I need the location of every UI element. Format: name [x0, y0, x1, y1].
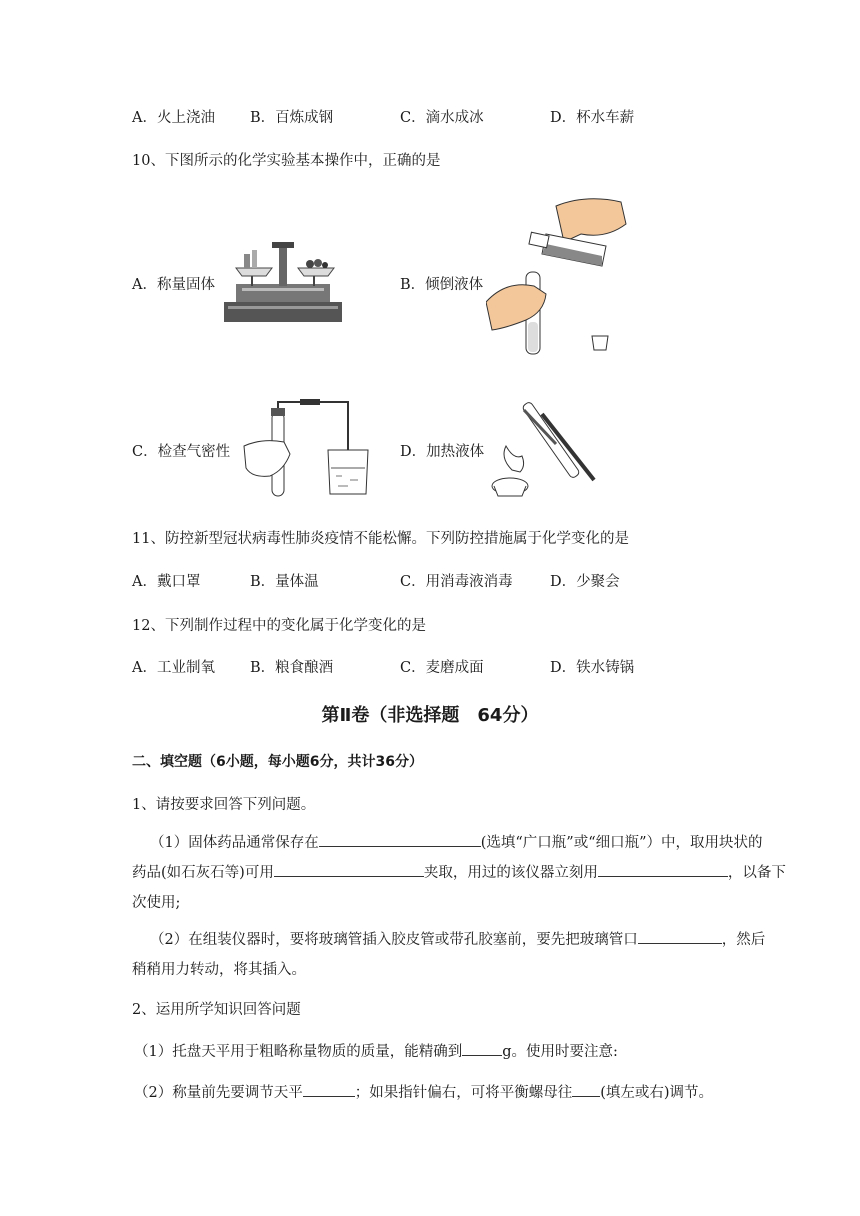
- pouring-liquid-figure: [486, 194, 634, 360]
- q11-stem: 11、防控新型冠状病毒性肺炎疫情不能松懈。下列防控措施属于化学变化的是: [132, 531, 629, 547]
- heating-liquid-figure: [484, 400, 604, 500]
- q12-option-d: D．铁水铸锅: [550, 660, 635, 676]
- q11-option-b: B．量体温: [250, 574, 319, 590]
- fill2-part2: （2）称量前先要调节天平 ；如果指针偏右，可将平衡螺母往 (填左或右)调节。: [132, 1078, 802, 1108]
- q12-option-a: A．工业制氧: [132, 660, 215, 676]
- blank-2[interactable]: [274, 860, 424, 877]
- q11-option-c: C．用消毒液消毒: [400, 574, 513, 590]
- q10-option-d: D．加热液体: [400, 444, 485, 460]
- blank-6[interactable]: [303, 1080, 355, 1097]
- q12-option-b: B．粮食酿酒: [250, 660, 334, 676]
- balance-figure: [222, 236, 344, 326]
- blank-3[interactable]: [598, 860, 728, 877]
- q11-option-d: D．少聚会: [550, 574, 620, 590]
- q9-option-d: D．杯水车薪: [550, 110, 635, 126]
- blank-1[interactable]: [319, 830, 481, 847]
- section-heading: 二、填空题（6小题，每小题6分，共计36分）: [132, 754, 423, 770]
- q9-option-c: C．滴水成冰: [400, 110, 484, 126]
- q10-option-b: B．倾倒液体: [400, 277, 484, 293]
- fill2-stem: 2、运用所学知识回答问题: [132, 1002, 301, 1018]
- part2-title: 第Ⅱ卷（非选择题 64分）: [321, 705, 539, 726]
- blank-7[interactable]: [572, 1080, 600, 1097]
- q10-option-a: A．称量固体: [132, 277, 215, 293]
- blank-5[interactable]: [462, 1039, 502, 1056]
- q10-option-c: C．检查气密性: [132, 444, 231, 460]
- fill1-part1: （1）固体药品通常保存在 (选填“广口瓶”或“细口瓶”）中，取用块状的 药品(如石灰石等)可用 夹取，用过的该仪器立刻用 ，以备下 次使用;: [132, 828, 802, 918]
- q10-stem: 10、下图所示的化学实验基本操作中，正确的是: [132, 153, 441, 169]
- q9-option-a: A．火上浇油: [132, 110, 215, 126]
- q9-option-b: B．百炼成钢: [250, 110, 334, 126]
- airtightness-figure: [238, 398, 376, 498]
- fill1-stem: 1、请按要求回答下列问题。: [132, 797, 316, 813]
- q11-option-a: A．戴口罩: [132, 574, 201, 590]
- q12-option-c: C．麦磨成面: [400, 660, 484, 676]
- q12-stem: 12、下列制作过程中的变化属于化学变化的是: [132, 618, 426, 634]
- blank-4[interactable]: [638, 927, 722, 944]
- fill1-part2: （2）在组装仪器时，要将玻璃管插入胶皮管或带孔胶塞前，要先把玻璃管口 ，然后 稍稍用力转动，将其插入。: [132, 925, 802, 985]
- fill2-part1: （1）托盘天平用于粗略称量物质的质量，能精确到 g。使用时要注意:: [132, 1037, 802, 1067]
